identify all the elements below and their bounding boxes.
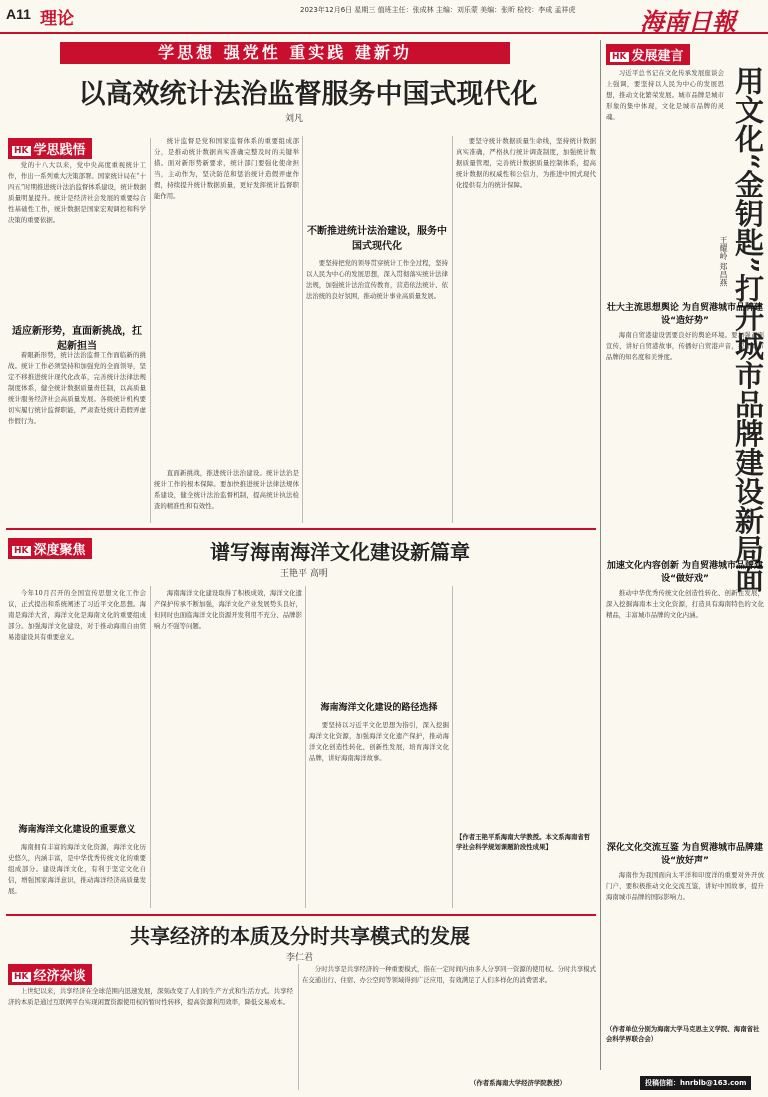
column-divider — [150, 586, 151, 908]
hk-badge-icon: HK — [612, 52, 627, 62]
right-sub3: 深化文化交流互鉴 为自贸港城市品牌建设“放好声” — [606, 843, 764, 866]
article1-body4: 要坚持把党的领导贯穿统计工作全过程，坚持以人民为中心的发展思想，深入贯彻落实统计法律法规，加强统计法治宣传教育，营造依法统计、依法治统的良好氛围，推动统计事业高质量发展。 — [306, 259, 448, 300]
hk-badge-icon: HK — [14, 972, 29, 982]
right-column-divider — [600, 40, 601, 1070]
right-body4: 海南作为我国面向太平洋和印度洋的重要对外开放门户，要积极推动文化交流互鉴，讲好中国故事，提升海南城市品牌的国际影响力。 — [606, 871, 764, 901]
article3-kicker-label: 经济杂谈 — [33, 969, 86, 984]
hk-badge-icon: HK — [14, 546, 29, 556]
article2-kicker-label: 深度聚焦 — [33, 543, 86, 558]
article1-body1: 着眼新形势，统计法治监督工作面临新的挑战。统计工作必须坚持和加强党的全面领导，坚定不移推进统计现代化改革，完善统计法律法规制度体系，健全统计数据质量责任制，以高质量统计服务经济社会高质量发展。各级统计机构要切实履行统计监督职能，严肃查处统计造假弄虚作假行为。 — [8, 351, 146, 425]
article3-byline: 李仁君 — [286, 953, 314, 963]
submission-email: 投稿信箱：hnrblb@163.com — [640, 1076, 751, 1090]
column-divider — [452, 136, 453, 523]
right-author-note: （作者单位分别为海南大学马克思主义学院、海南省社会科学界联合会） — [606, 1025, 760, 1043]
article1-sub2: 不断推进统计法治建设，服务中国式现代化 — [307, 226, 447, 252]
editorial-info: 2023年12月6日 星期三 值班主任：张成林 主编：刘乐蒙 美编：张昕 检校：李成 孟祥虎 — [300, 6, 576, 14]
top-banner: 学思想 强党性 重实践 建新功 — [60, 42, 510, 64]
column-divider — [305, 586, 306, 908]
article3-author-note: （作者系海南大学经济学院教授） — [470, 1079, 566, 1087]
article2-title: 谱写海南海洋文化建设新篇章 — [210, 540, 470, 564]
right-kicker-label: 发展建言 — [631, 49, 684, 64]
right-sub1: 壮大主流思想舆论 为自贸港城市品牌建设“造好势” — [606, 303, 764, 326]
article3-body1: 上世纪以来，共享经济在全球范围内迅速发展，深刻改变了人们的生产方式和生活方式。共享经济的本质是通过互联网平台实现闲置资源使用权的暂时性转移，提高资源利用效率，降低交易成本。 — [8, 987, 293, 1006]
article1-kicker — [8, 138, 92, 159]
article3-body2: 分时共享是共享经济的一种重要模式，指在一定时间内由多人分享同一资源的使用权。分时共享模式在交通出行、住宿、办公空间等领域得到广泛应用，有效满足了人们多样化的消费需求。 — [302, 965, 596, 984]
right-kicker — [606, 44, 690, 65]
article3-kicker — [8, 964, 92, 985]
article2-body1: 今年10月召开的全国宣传思想文化工作会议，正式提出和系统阐述了习近平文化思想。海南是海洋大省，海洋文化是海南文化的重要组成部分。加强海洋文化建设，对于推动海南自由贸易港建设具有重要意义。 — [8, 589, 146, 641]
hk-badge-icon: HK — [14, 146, 29, 156]
right-body3: 推动中华优秀传统文化创造性转化、创新性发展，深入挖掘海南本土文化资源，打造具有海南特色的文化精品，丰富城市品牌的文化内涵。 — [606, 589, 764, 619]
section-rule — [6, 914, 596, 916]
article1-sub1: 适应新形势，直面新挑战，扛起新担当 — [12, 326, 142, 352]
article1-body3: 直面新挑战，推进统计法治建设。统计法治是统计工作的根本保障。要加快推进统计法律法规体系建设，健全统计法治监督机制，提高统计执法检查的精准性和有效性。 — [154, 469, 299, 510]
right-body1: 习近平总书记在文化传承发展座谈会上强调，要坚持以人民为中心的发展思想，推动文化繁荣发展。城市品牌是城市形象的集中体现，文化是城市品牌的灵魂。 — [606, 69, 724, 121]
section-name: 理论 — [40, 9, 74, 29]
page-number: A11 — [6, 6, 31, 22]
article2-author-note: 【作者王艳平系海南大学教授。本文系海南省哲学社会科学规划课题阶段性成果】 — [456, 833, 591, 851]
right-body2: 海南自贸港建设需要良好的舆论环境。要加强正面宣传，讲好自贸港故事，传播好自贸港声音，提升城市品牌的知名度和美誉度。 — [606, 331, 764, 361]
right-sub2: 加速文化内容创新 为自贸港城市品牌建设“做好戏” — [606, 561, 764, 584]
article1-kicker-label: 学思践悟 — [33, 143, 86, 158]
article1-byline: 刘凡 — [285, 114, 304, 124]
article1-lead: 党的十八大以来，党中央高度重视统计工作，作出一系列重大决策部署。国家统计局在“十四五”时期推进统计法治监督体系建设，统计数据质量明显提升。统计是经济社会发展的重要综合性基础性工作，统计数据是国家宏观调控和科学决策的重要依据。 — [8, 161, 146, 224]
article1-title: 以高效统计法治监督服务中国式现代化 — [78, 79, 538, 110]
article2-body3: 海南海洋文化建设取得了积极成效，海洋文化遗产保护传承不断加强，海洋文化产业发展势头良好，但同时也面临海洋文化资源开发利用不充分、品牌影响力不强等问题。 — [154, 589, 302, 630]
article2-sub1: 海南海洋文化建设的重要意义 — [18, 825, 136, 835]
right-title: 用文化“金钥匙”打开城市品牌建设新局面 — [731, 66, 765, 593]
article3-title: 共享经济的本质及分时共享模式的发展 — [130, 924, 470, 948]
newspaper-logo: 海南日報 — [640, 7, 736, 36]
article2-sub2: 海南海洋文化建设的路径选择 — [320, 703, 438, 713]
section-rule — [6, 528, 596, 530]
column-divider — [150, 138, 151, 523]
article2-kicker — [8, 538, 92, 559]
column-divider — [298, 964, 299, 1090]
article2-body4: 要坚持以习近平文化思想为指引，深入挖掘海洋文化资源，加强海洋文化遗产保护，推动海洋文化创造性转化、创新性发展，培育海洋文化品牌，讲好海南海洋故事。 — [309, 721, 449, 762]
column-divider — [302, 136, 303, 523]
article1-body2: 统计监督是党和国家监督体系的重要组成部分，是推动统计数据真实准确完整及时的关键举措。面对新形势新要求，统计部门要强化使命担当，主动作为，坚决防范和惩治统计造假弄虚作假，持续提升统计数据质量，更好发挥统计监督职能作用。 — [154, 137, 299, 200]
article1-body5: 要坚守统计数据质量生命线，坚持统计数据真实准确，严格执行统计调查制度，加强统计数据质量管理，完善统计数据质量控制体系，提高统计数据的权威性和公信力，为推进中国式现代化提供有力的统计保障。 — [456, 137, 596, 189]
column-divider — [452, 586, 453, 908]
article2-body2: 海南拥有丰富的海洋文化资源，海洋文化历史悠久，内涵丰富，是中华优秀传统文化的重要组成部分。建设海洋文化，有利于坚定文化自信，增强国家海洋意识，推动海洋经济高质量发展。 — [8, 843, 146, 895]
right-byline: 王耀岭 郑昌燕 — [719, 236, 728, 287]
article2-byline: 王艳平 高明 — [280, 569, 328, 579]
